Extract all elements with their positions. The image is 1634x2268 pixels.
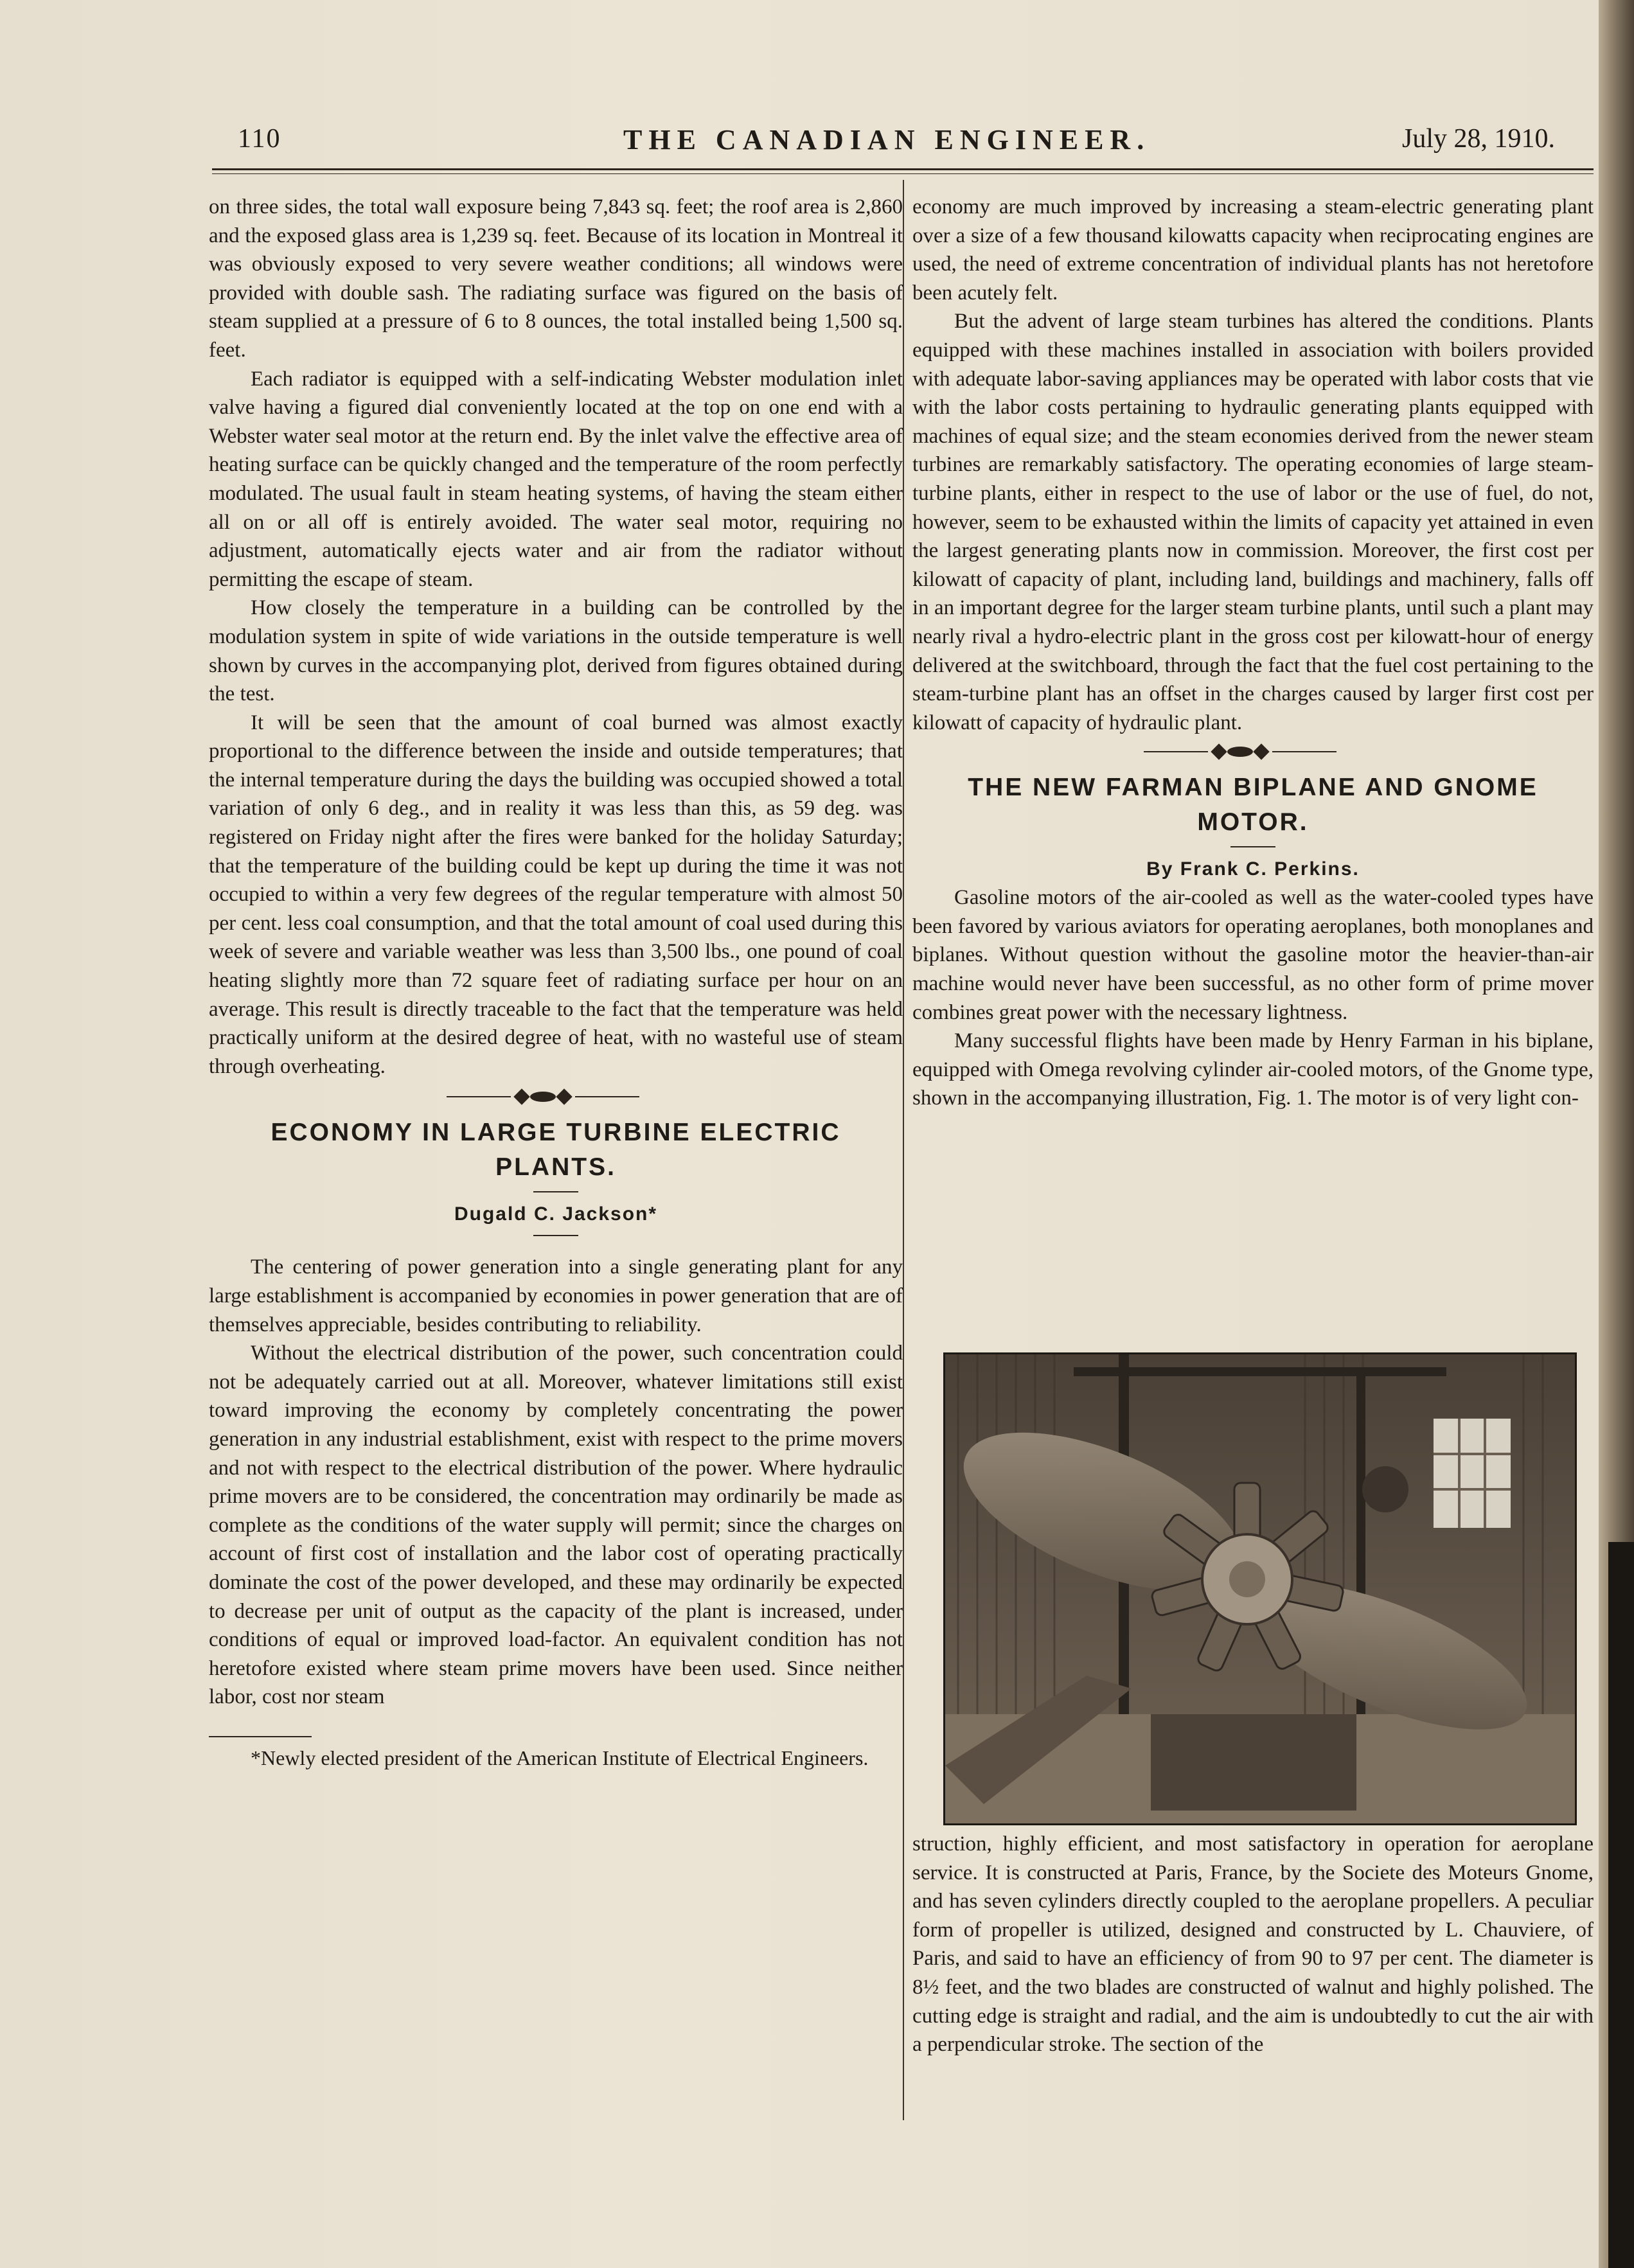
title-rule <box>1230 846 1275 847</box>
footnote-rule <box>209 1736 312 1737</box>
paragraph: Many successful flights have been made by Henry Farman in his biplane, equipped with Omega revolving cylinder air-cooled motors, of the Gnome type, shown in the accompanying illustration, Fig. 1. The motor is of very light con- <box>912 1029 1594 1110</box>
article-title: ECONOMY IN LARGE TURBINE ELECTRIC PLANTS. <box>271 1119 841 1182</box>
byline-rule <box>533 1235 578 1236</box>
right-column-continued <box>912 1830 1594 2059</box>
book-spine-shadow <box>1608 1542 1634 2268</box>
paragraph: Each radiator is equipped with a self-indicating Webster modulation inlet valve having a figured dial conveniently located at the top on one end with a Webster water seal motor at the return end. By the inlet valve the effective area of heating surface can be quickly changed and the temperature of the room perfectly modulated. The usual fault in steam heating systems, of having the steam either all on or all off is entirely avoided. The water seal motor, requiring no adjustment, automatically ejects water and air from the radiator without permitting the escape of steam. <box>209 367 903 591</box>
paragraph: The centering of power generation into a single generating plant for any large establishment is accompanied by economies in power generation that are of themselves appreciable, besides contributing to reliability. <box>209 1255 903 1336</box>
header-rule <box>212 168 1594 170</box>
journal-title: THE CANADIAN ENGINEER. <box>623 124 1151 155</box>
column-divider <box>903 180 904 2120</box>
page-number: 110 <box>238 124 281 154</box>
left-column <box>209 193 903 1772</box>
section-ornament <box>209 1087 903 1106</box>
running-head <box>238 123 1581 162</box>
right-column <box>912 193 1594 1113</box>
paragraph: Gasoline motors of the air-cooled as well as the water-cooled types have been favored by various aviators for operating aeroplanes, both monoplanes and biplanes. Without question without the gasoline motor the heavier-than-air machine would never have been successful, as no other form of prime mover combines great power with the necessary lightness. <box>912 886 1594 1024</box>
section-ornament <box>912 742 1594 761</box>
paragraph: How closely the temperature in a building can be controlled by the modulation system in spite of wide variations in the outside temperature is well shown by curves in the accompanying plot, derived from figures obtained during the test. <box>209 596 903 706</box>
propeller-illustration <box>945 1354 1575 1823</box>
footnote: *Newly elected president of the American Institute of Electrical Engineers. <box>251 1746 869 1769</box>
gnome-motor-photo <box>943 1352 1577 1825</box>
title-rule <box>533 1191 578 1192</box>
article-byline: By Frank C. Perkins. <box>1146 858 1360 880</box>
header-rule-thin <box>212 173 1594 174</box>
paragraph: But the advent of large steam turbines has altered the conditions. Plants equipped with these machines installed in association with boilers provided with adequate labor-saving appliances may be operated with labor costs that vie with the labor costs pertaining to hydraulic generating plants equipped with machines of equal size; and the steam economies derived from the newer steam turbines are remarkably satisfactory. The operating economies of large steam-turbine plants, either in respect to the use of labor or the use of fuel, do not, however, seem to be exhausted within the limits of capacity yet attained in even the largest generating plants now in commission. Moreover, the first cost per kilowatt of capacity of plant, including land, buildings and machinery, falls off in an important degree for the larger steam turbine plants, until such a plant may nearly rival a hydro-electric plant in the gross cost per kilowatt-hour of energy delivered at the switchboard, through the fact that the fuel cost pertaining to the steam-turbine plant has an offset in the charges caused by larger first cost per kilowatt of capacity of hydraulic plant. <box>912 310 1594 734</box>
paragraph: struction, highly efficient, and most satisfactory in operation for aeroplane service. It is constructed at Paris, France, by the Societe des Moteurs Gnome, and has seven cylinders directly coupled to the aeroplane propellers. A peculiar form of propeller is utilized, designed and constructed by L. Chauviere, of Paris, and said to have an efficiency of from 90 to 97 per cent. The diameter is 8½ feet, and the two blades are constructed of walnut and highly polished. The cutting edge is straight and radial, and the aim is undoubtedly to cut the air with a perpendicular stroke. The section of the <box>912 1832 1594 2057</box>
article-title: THE NEW FARMAN BIPLANE AND GNOME MOTOR. <box>968 774 1538 837</box>
article-byline: Dugald C. Jackson* <box>454 1203 658 1225</box>
paragraph: It will be seen that the amount of coal burned was almost exactly proportional to the difference between the inside and outside temperatures; that the internal temperature during the days the building was occupied showed a total variation of only 6 deg., and in reality it was less than this, as 59 deg. was registered on Friday night after the fires were banked for the holiday Saturday; that the temperature of the building could be kept up during the time it was not occupied to within a very few degrees of the regular temperature with almost 50 per cent. less coal consumption, and that the total amount of coal used during this week of severe and variable weather was less than 3,500 lbs., one pound of coal heating slightly more than 72 square feet of radiating surface per hour on an average. This result is directly traceable to the fact that the temperature was held practically uniform at the desired degree of heat, with no wasteful use of steam through overheating. <box>209 711 903 1078</box>
issue-date: July 28, 1910. <box>1401 124 1555 154</box>
paragraph: on three sides, the total wall exposure being 7,843 sq. feet; the roof area is 2,860 and the exposed glass area is 1,239 sq. feet. Because of its location in Montreal it was obviously exposed to very severe weather conditions; all windows were provided with double sash. The radiating surface was figured on the basis of steam supplied at a pressure of 6 to 8 ounces, the total installed being 1,500 sq. feet. <box>209 195 903 362</box>
paragraph: Without the electrical distribution of the power, such concentration could not be adequately carried out at all. Moreover, whatever limitations still exist toward improving the economy by completely concentrating the power generation in any industrial establishment, exist with respect to the prime movers and not with respect to the electrical distribution of the power. Where hydraulic prime movers are to be considered, the concentration may ordinarily be made as complete as the conditions of the water supply will permit; since the charges on account of first cost of installation and the labor cost of operating practically dominate the cost of the power developed, and these may ordinarily be expected to decrease per unit of output as the capacity of the plant is increased, under conditions of equal or improved load-factor. An equivalent condition has not heretofore existed where steam prime movers have been used. Since neither labor, cost nor steam <box>209 1342 903 1709</box>
paragraph: economy are much improved by increasing a steam-electric generating plant over a size of a few thousand kilowatts capacity when reciprocating engines are used, the need of extreme concentration of individual plants has not heretofore been acutely felt. <box>912 195 1594 305</box>
